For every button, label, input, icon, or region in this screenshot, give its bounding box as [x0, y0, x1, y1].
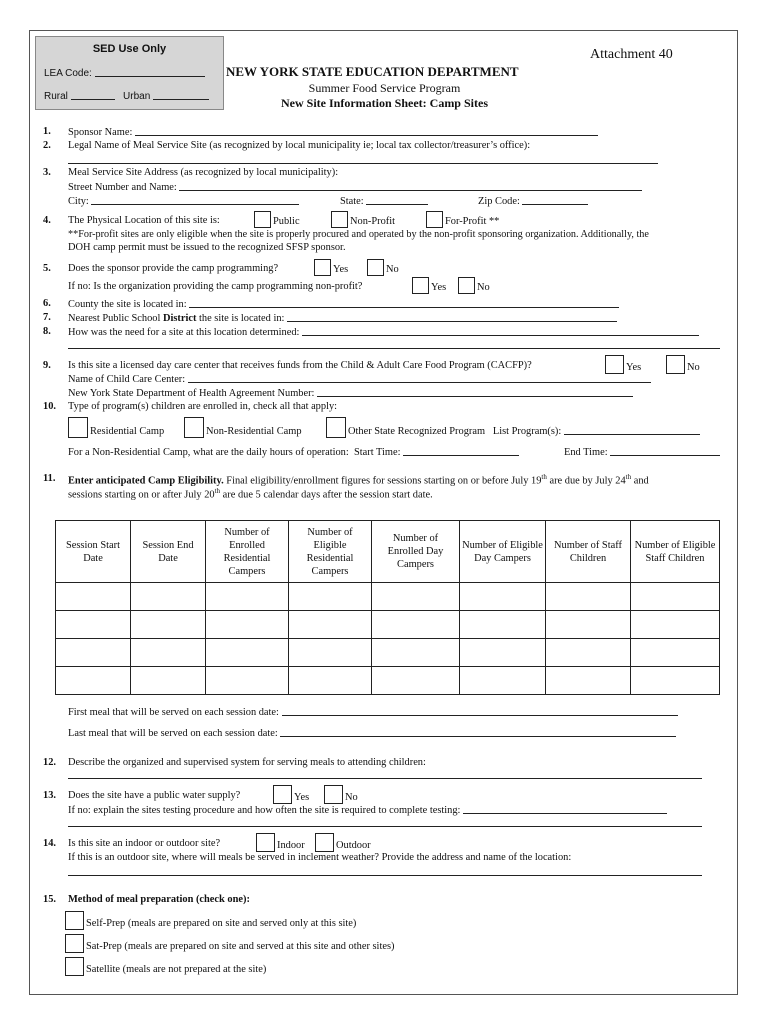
forprofit-label: For-Profit **: [445, 216, 500, 227]
forprofit-note-line2: DOH camp permit must be issued to the recognized SFSP sponsor.: [68, 242, 346, 253]
residential-checkbox[interactable]: [68, 417, 88, 438]
state-field[interactable]: [366, 195, 428, 205]
q4-number: 4.: [43, 215, 51, 226]
table-cell[interactable]: [289, 611, 372, 639]
sponsor-label: Sponsor Name:: [68, 127, 133, 138]
q5-yes-label: Yes: [333, 264, 349, 275]
table-cell[interactable]: [206, 583, 289, 611]
table-cell[interactable]: [546, 667, 631, 695]
testing-field-line2[interactable]: [68, 826, 702, 827]
table-cell[interactable]: [631, 667, 720, 695]
q2-number: 2.: [43, 140, 51, 151]
table-row: [56, 583, 720, 611]
table-cell[interactable]: [460, 639, 546, 667]
table-cell[interactable]: [131, 583, 206, 611]
session-table: [55, 520, 720, 695]
forprofit-checkbox[interactable]: [426, 211, 443, 228]
header-session-end: Session End Date: [131, 521, 206, 583]
q1-number: 1.: [43, 126, 51, 137]
county-label: County the site is located in:: [68, 299, 187, 310]
rural-field[interactable]: [71, 90, 115, 100]
need-field-line2[interactable]: [68, 348, 720, 349]
table-cell[interactable]: [131, 639, 206, 667]
table-cell[interactable]: [56, 639, 131, 667]
q5b-no-label: No: [477, 282, 490, 293]
q9-yes-label: Yes: [626, 362, 642, 373]
satellite-label: Satellite (meals are not prepared at the site): [86, 964, 267, 975]
last-meal-field[interactable]: [280, 727, 676, 737]
sponsor-name-field[interactable]: [135, 126, 598, 136]
q5-yes-checkbox[interactable]: [314, 259, 331, 276]
inclement-weather-field[interactable]: [68, 875, 702, 876]
street-label: Street Number and Name:: [68, 182, 177, 193]
self-prep-checkbox[interactable]: [65, 911, 84, 930]
supervision-field[interactable]: [68, 778, 702, 779]
camp-programming-label: Does the sponsor provide the camp programming?: [68, 263, 279, 274]
q7-number: 7.: [43, 312, 51, 323]
table-row: [56, 611, 720, 639]
eligibility-title: Enter anticipated Camp Eligibility.: [68, 475, 224, 487]
sed-use-box: [35, 36, 224, 110]
need-label: How was the need for a site at this location determined:: [68, 327, 300, 338]
table-cell[interactable]: [131, 667, 206, 695]
table-cell[interactable]: [460, 667, 546, 695]
q13-no-checkbox[interactable]: [324, 785, 343, 804]
child-care-field[interactable]: [188, 373, 651, 383]
dept-title: NEW YORK STATE EDUCATION DEPARTMENT: [226, 64, 519, 79]
nonprofit-programming-label: If no: Is the organization providing the camp programming non-profit?: [68, 281, 363, 292]
inclement-weather-label: If this is an outdoor site, where will meals be served in inclement weather? Provide the address and name of the location:: [68, 852, 572, 863]
q3-number: 3.: [43, 167, 51, 178]
city-label: City:: [68, 196, 89, 207]
outdoor-label: Outdoor: [336, 840, 371, 851]
q5b-yes-checkbox[interactable]: [412, 277, 429, 294]
attachment-label: Attachment 40: [590, 47, 673, 62]
table-cell[interactable]: [631, 639, 720, 667]
table-cell[interactable]: [289, 639, 372, 667]
address-label: Meal Service Site Address (as recognized by local municipality):: [68, 167, 339, 178]
school-label: Nearest Public School: [68, 313, 163, 324]
doh-field[interactable]: [317, 387, 633, 397]
water-supply-label: Does the site have a public water supply?: [68, 790, 241, 801]
need-field[interactable]: [302, 326, 699, 336]
q9-yes-checkbox[interactable]: [605, 355, 624, 374]
rural-label: Rural: [44, 91, 68, 102]
indoor-label: Indoor: [277, 840, 305, 851]
urban-label: Urban: [123, 91, 151, 102]
location-label: The Physical Location of this site is:: [68, 215, 220, 226]
end-time-field[interactable]: [610, 446, 720, 456]
zip-field[interactable]: [522, 195, 588, 205]
table-cell[interactable]: [206, 667, 289, 695]
first-meal-field[interactable]: [282, 706, 678, 716]
cacfp-label: Is this site a licensed day care center that receives funds from the Child & Adult Care Food Program (CACFP)?: [68, 360, 532, 371]
end-time-label: End Time:: [564, 447, 608, 458]
sed-title: SED Use Only: [92, 43, 167, 55]
table-row: [56, 667, 720, 695]
table-cell[interactable]: [546, 583, 631, 611]
q5-no-label: No: [386, 264, 399, 275]
state-label: State:: [340, 196, 364, 207]
q8-number: 8.: [43, 326, 51, 337]
table-header-row: [56, 521, 720, 583]
legal-name-field[interactable]: [68, 163, 658, 164]
q5-number: 5.: [43, 263, 51, 274]
q5b-no-checkbox[interactable]: [458, 277, 475, 294]
q15-number: 15.: [43, 894, 56, 905]
table-cell[interactable]: [460, 611, 546, 639]
meal-prep-label: Method of meal preparation (check one):: [68, 894, 250, 905]
nonresidential-checkbox[interactable]: [184, 417, 204, 438]
urban-field[interactable]: [153, 90, 209, 100]
table-cell[interactable]: [56, 667, 131, 695]
school-district-field[interactable]: [287, 312, 617, 322]
legal-name-label: Legal Name of Meal Service Site (as recognized by local municipality ie; local tax collector/treasurer’s office):: [68, 140, 531, 151]
table-cell[interactable]: [56, 611, 131, 639]
table-cell[interactable]: [289, 583, 372, 611]
child-care-label: Name of Child Care Center:: [68, 374, 186, 385]
q5b-yes-label: Yes: [431, 282, 447, 293]
indoor-outdoor-label: Is this site an indoor or outdoor site?: [68, 838, 221, 849]
table-cell[interactable]: [56, 583, 131, 611]
testing-label: If no: explain the sites testing procedure and how often the site is required to complete testing:: [68, 805, 461, 816]
q13-yes-checkbox[interactable]: [273, 785, 292, 804]
nonprofit-checkbox[interactable]: [331, 211, 348, 228]
list-program-field[interactable]: [564, 425, 700, 435]
first-meal-label: First meal that will be served on each session date:: [68, 707, 279, 718]
table-cell[interactable]: [206, 639, 289, 667]
residential-label: Residential Camp: [90, 426, 165, 437]
eligibility-instructions-line2: sessions starting on or after July 20th are due 5 calendar days after the session start date.: [68, 487, 433, 501]
q13-yes-label: Yes: [294, 792, 310, 803]
header-session-start: Session Start Date: [56, 521, 131, 583]
lea-code-field[interactable]: [95, 67, 205, 77]
q13-number: 13.: [43, 790, 56, 801]
school-label-end: the site is located in:: [196, 313, 285, 324]
header-enrolled-residential: Number of Enrolled Residential Campers: [206, 521, 289, 583]
table-cell[interactable]: [631, 611, 720, 639]
public-checkbox[interactable]: [254, 211, 271, 228]
q12-number: 12.: [43, 757, 56, 768]
q9-number: 9.: [43, 360, 51, 371]
table-cell[interactable]: [289, 667, 372, 695]
program-type-label: Type of program(s) children are enrolled in, check all that apply:: [68, 401, 338, 412]
outdoor-checkbox[interactable]: [315, 833, 334, 852]
table-cell[interactable]: [131, 611, 206, 639]
form-title: New Site Information Sheet: Camp Sites: [281, 96, 488, 110]
header-staff-children: Number of Staff Children: [546, 521, 631, 583]
hours-label: For a Non-Residential Camp, what are the daily hours of operation:: [68, 447, 349, 458]
q6-number: 6.: [43, 298, 51, 309]
public-label: Public: [273, 216, 300, 227]
satellite-checkbox[interactable]: [65, 957, 84, 976]
header-enrolled-day: Number of Enrolled Day Campers: [372, 521, 460, 583]
table-cell[interactable]: [546, 639, 631, 667]
header-eligible-day: Number of Eligible Day Campers: [460, 521, 546, 583]
start-time-label: Start Time:: [353, 447, 401, 458]
header-eligible-residential: Number of Eligible Residential Campers: [289, 521, 372, 583]
q5-no-checkbox[interactable]: [367, 259, 384, 276]
table-cell[interactable]: [372, 667, 460, 695]
table-row: [56, 639, 720, 667]
table-cell[interactable]: [631, 583, 720, 611]
eligibility-instructions: Enter anticipated Camp Eligibility. Final eligibility/enrollment figures for sessions starting on or before July 19th are due by July 24th and: [68, 473, 649, 487]
program-title: Summer Food Service Program: [308, 81, 461, 95]
table-cell[interactable]: [546, 611, 631, 639]
other-program-checkbox[interactable]: [326, 417, 346, 438]
forprofit-note-line1: **For-profit sites are only eligible when the site is properly procured and operated by the non-profit sponsoring organization. Additionally, the: [68, 229, 649, 240]
q9-no-label: No: [687, 362, 700, 373]
list-program-label: List Program(s):: [492, 426, 562, 437]
q13-no-label: No: [345, 792, 358, 803]
nonresidential-label: Non-Residential Camp: [206, 426, 302, 437]
lea-label: LEA Code:: [44, 68, 92, 79]
zip-label: Zip Code:: [478, 196, 520, 207]
county-field[interactable]: [189, 298, 619, 308]
sat-prep-label: Sat-Prep (meals are prepared on site and served at this site and other sites): [86, 941, 395, 952]
table-cell[interactable]: [372, 639, 460, 667]
self-prep-label: Self-Prep (meals are prepared on site and served only at this site): [86, 918, 357, 929]
q9-no-checkbox[interactable]: [666, 355, 685, 374]
street-field[interactable]: [179, 181, 642, 191]
city-field[interactable]: [91, 195, 299, 205]
table-cell[interactable]: [460, 583, 546, 611]
nonprofit-label: Non-Profit: [350, 216, 396, 227]
testing-field[interactable]: [463, 804, 667, 814]
table-cell[interactable]: [372, 583, 460, 611]
district-label: District: [162, 313, 197, 324]
q11-number: 11.: [43, 473, 56, 484]
header-eligible-staff-children: Number of Eligible Staff Children: [631, 521, 720, 583]
q10-number: 10.: [43, 401, 56, 412]
q14-number: 14.: [43, 838, 56, 849]
sat-prep-checkbox[interactable]: [65, 934, 84, 953]
other-program-label: Other State Recognized Program: [348, 426, 486, 437]
table-cell[interactable]: [372, 611, 460, 639]
last-meal-label: Last meal that will be served on each session date:: [68, 728, 278, 739]
supervision-label: Describe the organized and supervised system for serving meals to attending children:: [68, 757, 426, 768]
start-time-field[interactable]: [403, 446, 519, 456]
indoor-checkbox[interactable]: [256, 833, 275, 852]
doh-label: New York State Department of Health Agreement Number:: [68, 388, 315, 399]
table-cell[interactable]: [206, 611, 289, 639]
